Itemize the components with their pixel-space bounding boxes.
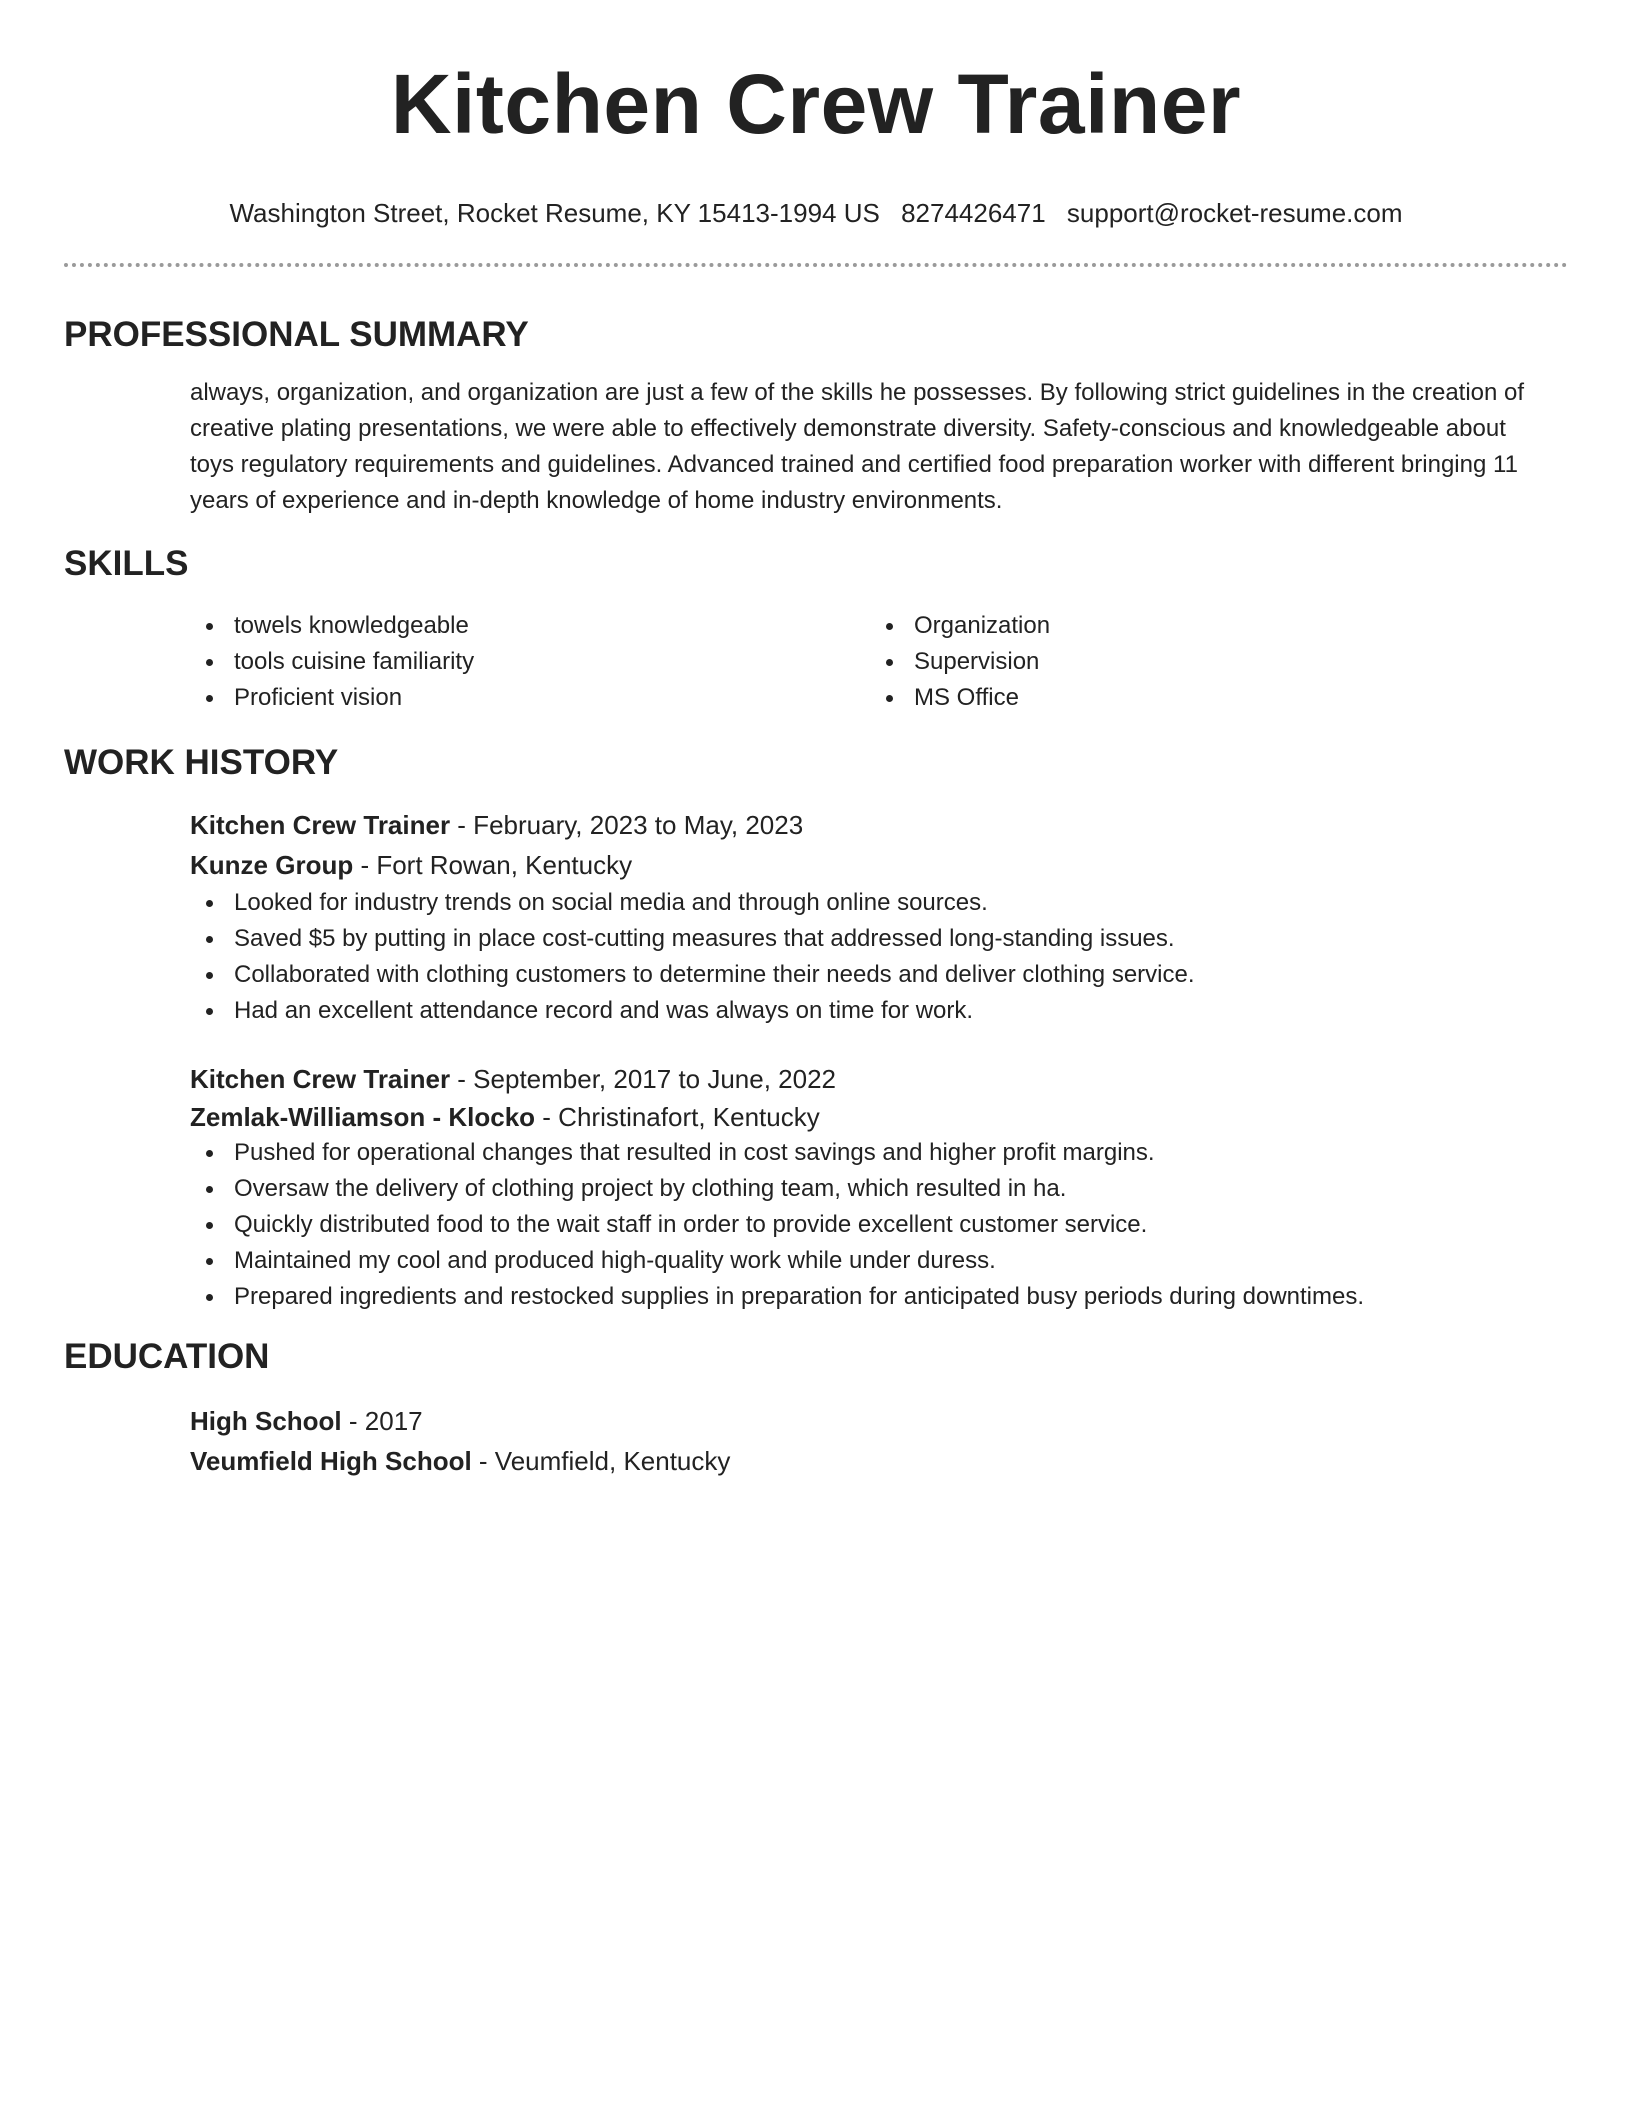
job-bullet: Prepared ingredients and restocked supplies in preparation for anticipated busy periods during downtimes. (190, 1279, 1568, 1315)
job-location: - Fort Rowan, Kentucky (353, 850, 633, 880)
skills-column-left (190, 608, 870, 716)
job-entry (190, 805, 1568, 1029)
education-degree: High School (190, 1406, 342, 1436)
section-title-work-history: WORK HISTORY (64, 743, 339, 782)
contact-line (64, 196, 1568, 230)
skill-item: tools cuisine familiarity (190, 644, 870, 680)
contact-address: Washington Street, Rocket Resume, KY 15413-1994 US (229, 198, 880, 228)
job-role: Kitchen Crew Trainer (190, 1064, 451, 1094)
education-degree-line (190, 1401, 1568, 1441)
contact-email: support@rocket-resume.com (1066, 198, 1403, 228)
header-divider (64, 263, 1568, 267)
job-role: Kitchen Crew Trainer (190, 810, 451, 840)
job-company-line (190, 845, 1568, 885)
contact-phone: 8274426471 (901, 198, 1046, 228)
resume-page (64, 0, 1568, 1481)
skill-item: towels knowledgeable (190, 608, 870, 644)
job-dates: - September, 2017 to June, 2022 (450, 1064, 837, 1094)
skills-list (190, 608, 1568, 716)
resume-name: Kitchen Crew Trainer (390, 57, 1242, 151)
skill-item: MS Office (870, 680, 1550, 716)
summary-text: always, organization, and organization are just a few of the skills he possesses. By following strict guidelines in the creation of creative plating presentations, we were able to effectively demonstrate diversity. Safety-conscious and knowledgeable about toys regulatory requirements and guidelines. Advanced trained and certified food preparation worker with different bringing 11 years of experience and in-depth knowledge of home industry environments. (190, 379, 1525, 514)
education-school: Veumfield High School (190, 1446, 472, 1476)
section-title-summary: PROFESSIONAL SUMMARY (64, 315, 529, 354)
section-title-education: EDUCATION (64, 1337, 270, 1376)
job-company: Zemlak-Williamson - Klocko (190, 1102, 536, 1132)
skill-item: Proficient vision (190, 680, 870, 716)
job-bullet: Collaborated with clothing customers to determine their needs and deliver clothing service. (190, 957, 1568, 993)
job-entry (190, 1059, 1568, 1315)
job-bullet: Pushed for operational changes that resulted in cost savings and higher profit margins. (190, 1135, 1568, 1171)
education-school-line (190, 1441, 1568, 1481)
education-entry (190, 1401, 1568, 1481)
job-bullet: Oversaw the delivery of clothing project by clothing team, which resulted in ha. (190, 1171, 1568, 1207)
section-title-skills: SKILLS (64, 544, 189, 583)
job-bullet: Quickly distributed food to the wait staff in order to provide excellent customer service. (190, 1207, 1568, 1243)
education-year: - 2017 (341, 1406, 423, 1436)
job-bullets (190, 1135, 1568, 1315)
education-location: - Veumfield, Kentucky (471, 1446, 731, 1476)
job-title-line (190, 1059, 1568, 1099)
skill-item: Organization (870, 608, 1550, 644)
job-company: Kunze Group (190, 850, 354, 880)
job-company-line (190, 1099, 1568, 1135)
job-bullet: Had an excellent attendance record and was always on time for work. (190, 993, 1568, 1029)
job-title-line (190, 805, 1568, 845)
job-bullet: Maintained my cool and produced high-quality work while under duress. (190, 1243, 1568, 1279)
job-bullets (190, 885, 1568, 1029)
job-bullet: Looked for industry trends on social media and through online sources. (190, 885, 1568, 921)
skill-item: Supervision (870, 644, 1550, 680)
job-dates: - February, 2023 to May, 2023 (450, 810, 804, 840)
job-location: - Christinafort, Kentucky (535, 1102, 820, 1132)
job-bullet: Saved $5 by putting in place cost-cutting measures that addressed long-standing issues. (190, 921, 1568, 957)
skills-column-right (870, 608, 1550, 716)
